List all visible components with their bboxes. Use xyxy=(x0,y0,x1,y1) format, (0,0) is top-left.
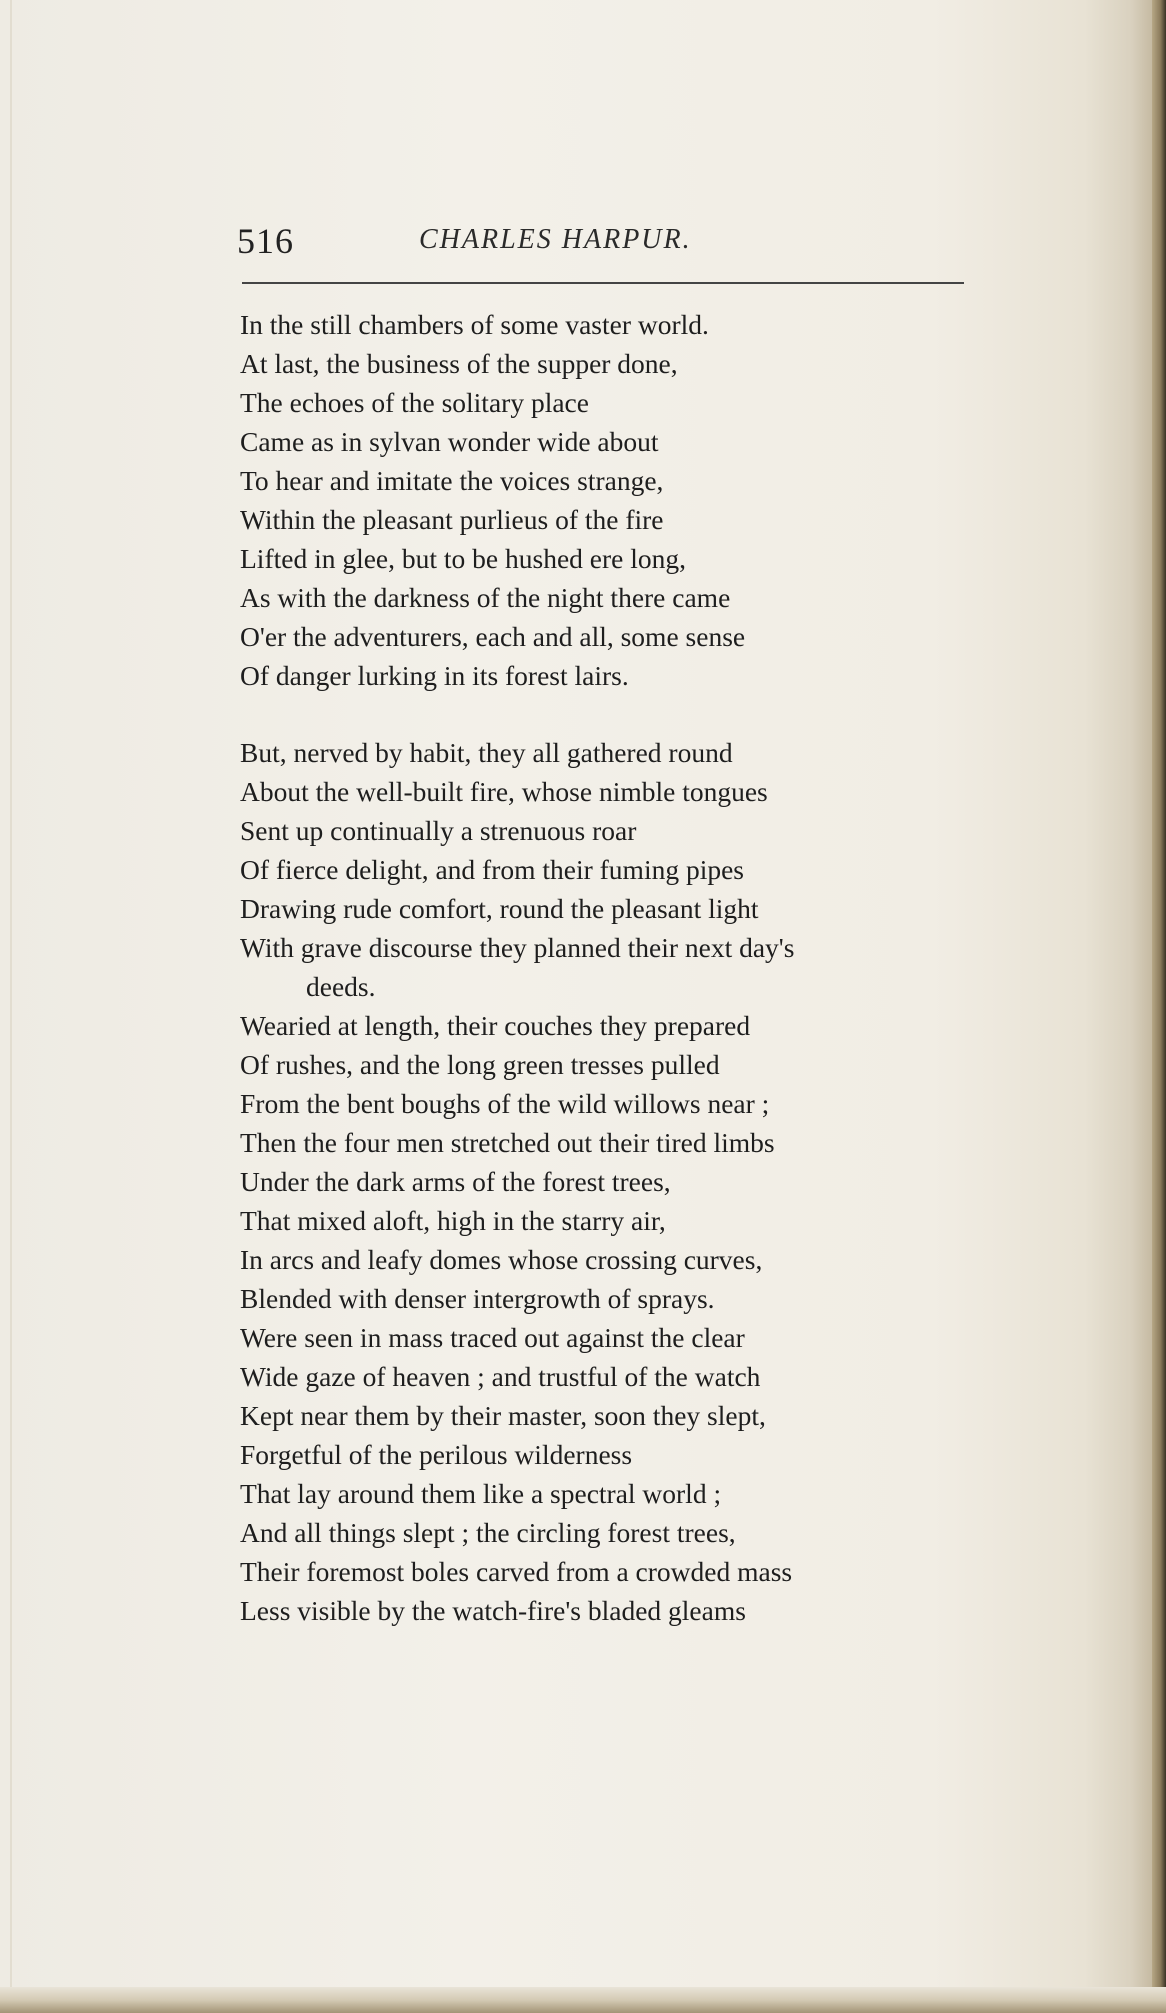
poem-line: Their foremost boles carved from a crowded mass xyxy=(240,1556,793,1587)
poem-line: Wearied at length, their couches they prepared xyxy=(240,1010,751,1041)
poem-line: Blended with denser intergrowth of sprays. xyxy=(240,1283,715,1314)
poem-line: Forgetful of the perilous wilderness xyxy=(240,1439,633,1470)
running-head: CHARLES HARPUR. xyxy=(419,224,692,255)
poem-line: Wide gaze of heaven ; and trustful of the watch xyxy=(240,1361,761,1392)
poem-line: But, nerved by habit, they all gathered round xyxy=(240,737,733,768)
poem-line: As with the darkness of the night there came xyxy=(240,582,731,613)
poem-line: Lifted in glee, but to be hushed ere long, xyxy=(240,543,686,574)
poem-line: Of fierce delight, and from their fuming pipes xyxy=(240,854,745,885)
poem-line: Came as in sylvan wonder wide about xyxy=(240,426,659,457)
poem-line: Of danger lurking in its forest lairs. xyxy=(240,660,629,691)
page-number: 516 xyxy=(237,221,294,261)
poem-line: Within the pleasant purlieus of the fire xyxy=(240,504,664,535)
page-left-edge xyxy=(10,0,12,2013)
poem-line: At last, the business of the supper done, xyxy=(240,348,678,379)
poem-line: Then the four men stretched out their tired limbs xyxy=(240,1127,775,1158)
poem-line: Of rushes, and the long green tresses pulled xyxy=(240,1049,720,1080)
poem-line: In the still chambers of some vaster world. xyxy=(240,309,709,340)
poem-text xyxy=(240,305,1020,1630)
poem-line: Drawing rude comfort, round the pleasant light xyxy=(240,893,759,924)
poem-line: Kept near them by their master, soon they slept, xyxy=(240,1400,766,1431)
poem-line: About the well-built fire, whose nimble tongues xyxy=(240,776,768,807)
poem-line: Were seen in mass traced out against the clear xyxy=(240,1322,745,1353)
poem-line: That mixed aloft, high in the starry air, xyxy=(240,1205,666,1236)
page-bottom-edge xyxy=(0,1987,1166,2013)
page-right-edge xyxy=(1152,0,1166,2013)
poem-line: O'er the adventurers, each and all, some sense xyxy=(240,621,746,652)
header-rule xyxy=(242,282,964,284)
stanza-gap xyxy=(240,695,1020,733)
page-header xyxy=(237,220,965,280)
poem-line: deeds. xyxy=(306,971,376,1002)
poem-line: And all things slept ; the circling forest trees, xyxy=(240,1517,736,1548)
poem-line: Sent up continually a strenuous roar xyxy=(240,815,637,846)
poem-line: Under the dark arms of the forest trees, xyxy=(240,1166,671,1197)
poem-line: That lay around them like a spectral world ; xyxy=(240,1478,722,1509)
poem-line: The echoes of the solitary place xyxy=(240,387,589,418)
poem-line: To hear and imitate the voices strange, xyxy=(240,465,664,496)
poem-line: In arcs and leafy domes whose crossing curves, xyxy=(240,1244,763,1275)
poem-line: From the bent boughs of the wild willows near ; xyxy=(240,1088,770,1119)
poem-line: Less visible by the watch-fire's bladed gleams xyxy=(240,1595,746,1626)
poem-line: With grave discourse they planned their next day's xyxy=(240,932,795,963)
